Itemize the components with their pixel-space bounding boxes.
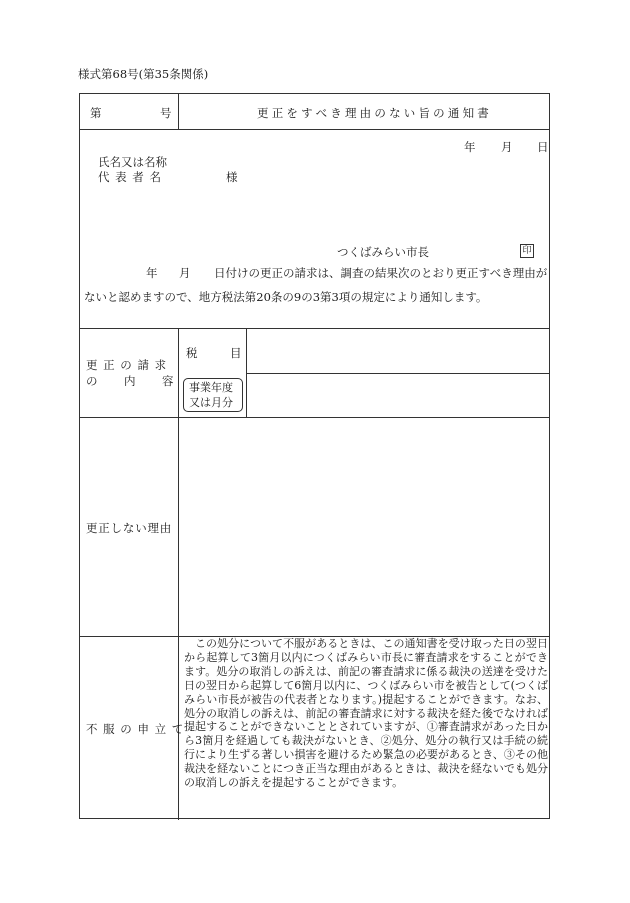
col-divider-request — [246, 328, 247, 417]
appeal-instructions-text: この処分について不服があるときは、この通知書を受け取った日の翌日から起算して3箇月以内につくばみらい市長に審査請求をすることができます。処分の取消しの訴えは、前記の審査請求に係る裁決の送達を受けた日の翌日から起算して6箇月以内に、つくばみらい市を被告として(つくばみらい市長が被告の代表者となります。)提起することができます。なお、処分の取消しの訴えは、前記の審査請求に対する裁決を経た後でなければ提起することができないこととされていますが、①審査請求があった日から3箇月を経過しても裁決がないとき、②処分、処分の執行又は手続の続行により生ずる著しい損害を避けるため緊急の必要があるとき、③その他裁決を経ないことにつき正当な理由があるときは、裁決を経ないでも処分の取消しの訴えを提起することができます。 — [184, 637, 548, 790]
number-label-suffix: 号 — [160, 106, 172, 120]
date-day-label: 日 — [537, 140, 549, 154]
honorific-label: 様 — [226, 170, 238, 184]
date-month-label: 月 — [501, 140, 513, 154]
col-divider-header — [178, 94, 179, 129]
row-divider-body — [80, 328, 549, 329]
request-label-nai: 内 — [124, 374, 136, 388]
representative-name-label: 代 表 者 名 — [98, 170, 162, 184]
notice-form-table — [79, 93, 550, 819]
body-month-label: 月 — [179, 266, 191, 280]
body-year-label: 年 — [146, 266, 158, 280]
row-divider-request — [80, 417, 549, 418]
addressee-name-label: 氏名又は名称 — [98, 155, 167, 169]
official-seal-mark: 印 — [520, 244, 534, 258]
request-label-you: 容 — [162, 374, 174, 388]
form-number-label: 様式第68号(第35条関係) — [78, 67, 209, 81]
number-label-first: 第 — [90, 106, 102, 120]
row-divider-request-inner — [246, 373, 549, 374]
tax-item-label-moku: 目 — [230, 346, 242, 360]
non-correction-reason-label: 更正しない理由 — [86, 521, 173, 535]
tax-item-label-zei: 税 — [186, 346, 198, 360]
appeal-label: 不 服 の 申 立 て — [86, 722, 185, 736]
fiscal-year-label: 事業年度 — [189, 381, 233, 394]
date-year-label: 年 — [464, 140, 476, 154]
request-label-line1: 更 正 の 請 求 — [86, 358, 168, 372]
col-divider-lower — [178, 328, 179, 820]
month-portion-label: 又は月分 — [189, 396, 233, 409]
request-label-no: の — [86, 374, 98, 388]
document-title: 更正をすべき理由のない旨の通知書 — [257, 106, 492, 120]
row-divider-header — [80, 129, 549, 130]
body-line-2: ないと認めますので、地方税法第20条の9の3第3項の規定により通知します。 — [84, 290, 488, 304]
body-line-1: 日付けの更正の請求は、調査の結果次のとおり更正すべき理由が — [214, 266, 548, 280]
issuer-name: つくばみらい市長 — [337, 245, 429, 259]
